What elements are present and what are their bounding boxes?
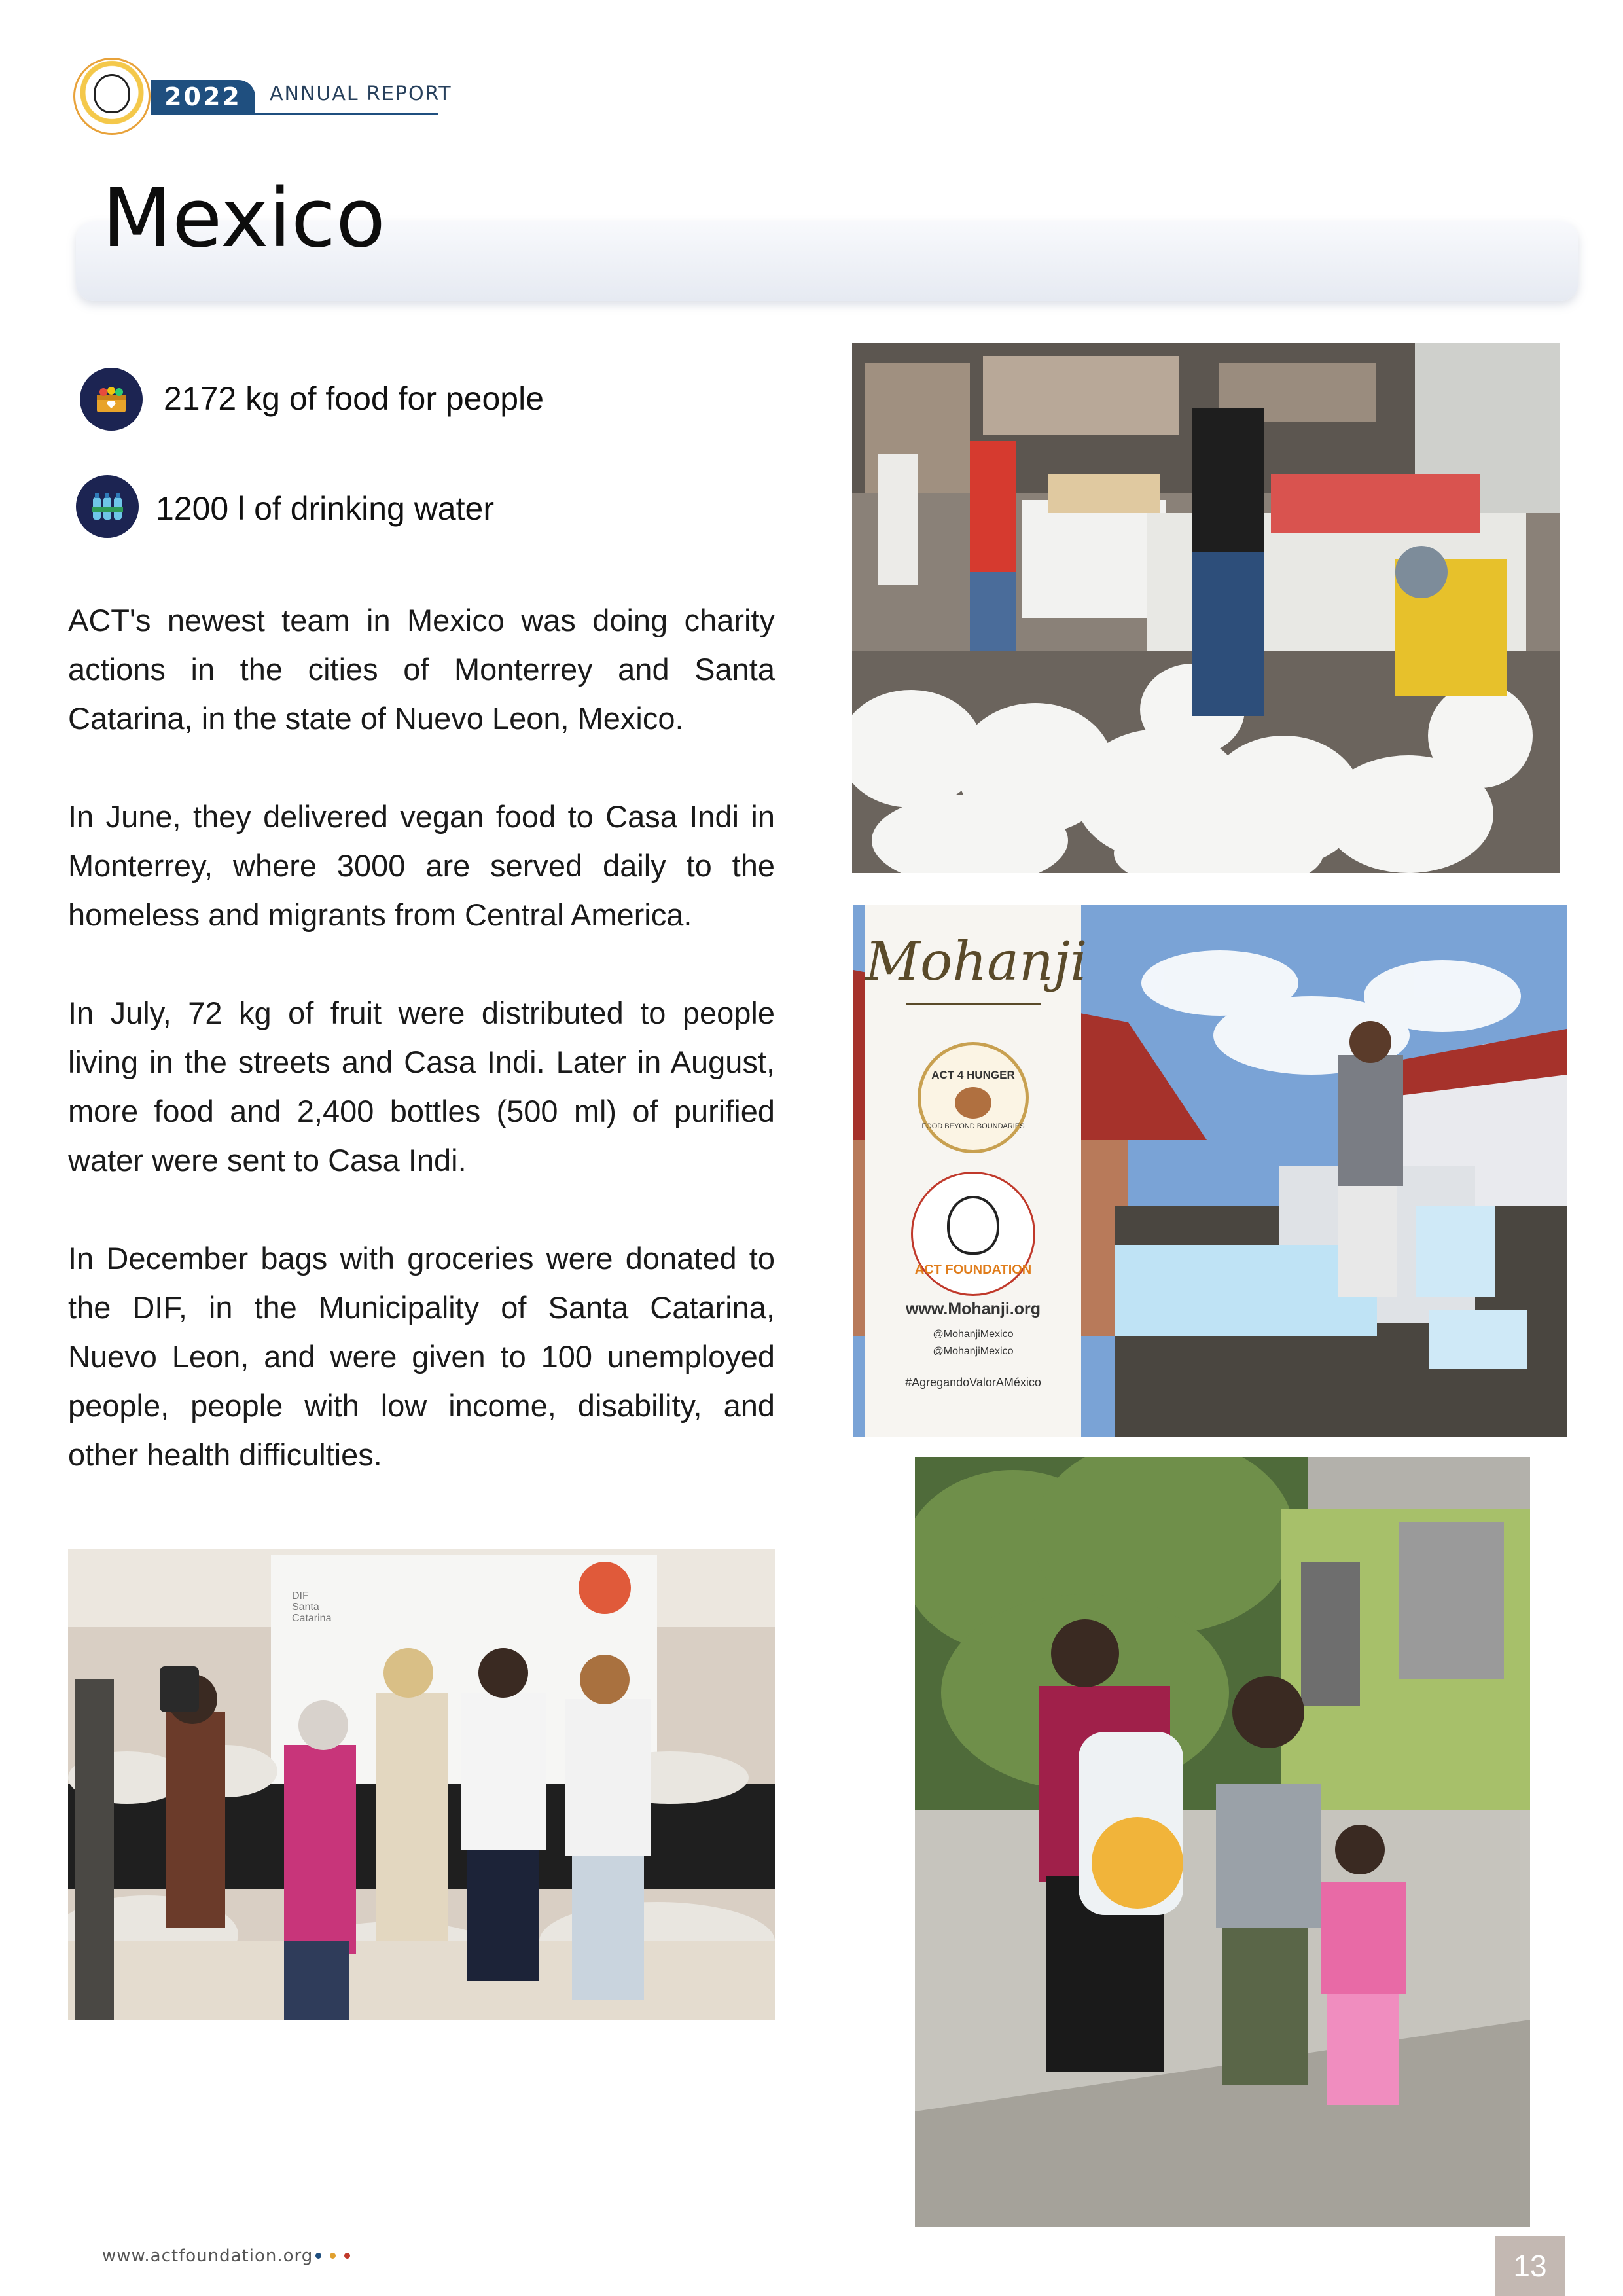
stat-food: 2172 kg of food for people — [164, 380, 544, 417]
paragraph-december: In December bags with groceries were donated to the DIF, in the Municipality of Santa Catarina, Nuevo Leon, and were given to 100 unemployed people, people with low income, disability, and other health difficulties. — [68, 1241, 775, 1472]
seal-bowl-icon — [955, 1087, 991, 1119]
header-divider — [151, 113, 438, 115]
seal-top-text: ACT 4 HUNGER — [931, 1069, 1015, 1081]
photo-family-receiving-food — [915, 1457, 1530, 2227]
stat-water: 1200 l of drinking water — [156, 490, 494, 527]
banner-website: www.Mohanji.org — [905, 1300, 1041, 1318]
footer-dot-orange — [330, 2253, 336, 2259]
banner-instagram: @MohanjiMexico — [933, 1329, 1014, 1340]
paragraph-july-august: In July, 72 kg of fruit were distributed to people living in the streets and Casa Indi. Later in August, more food and 2,400 bottles (500 ml) of purified water were sent to Casa Indi. — [68, 996, 775, 1177]
banner-brand: Mohanji — [865, 931, 1088, 993]
banner-rule — [906, 1003, 1041, 1005]
photo-dif-donation — [68, 1549, 775, 2020]
page-title: Mexico — [102, 171, 385, 266]
seal-bottom-text: FOOD BEYOND BOUNDARIES — [921, 1122, 1025, 1130]
seal-face-icon — [947, 1196, 999, 1255]
dif-sign-line1: DIF — [292, 1590, 309, 1602]
report-year: 2022 — [151, 80, 255, 114]
photo-water-delivery — [853, 905, 1567, 1437]
footer-dot-red — [344, 2253, 350, 2259]
act-foundation-seal — [911, 1172, 1035, 1296]
dif-sign-line3: Catarina — [292, 1613, 332, 1624]
footer-dot-blue — [315, 2253, 321, 2259]
footer-url[interactable]: www.actfoundation.org — [102, 2246, 313, 2266]
paragraph-june: In June, they delivered vegan food to Casa Indi in Monterrey, where 3000 are served daily to the homeless and migrants from Central America. — [68, 799, 775, 932]
banner-hashtag: #AgregandoValorAMéxico — [905, 1376, 1041, 1389]
banner-facebook: @MohanjiMexico — [933, 1346, 1014, 1357]
food-box-icon — [80, 368, 143, 431]
paragraph-intro: ACT's newest team in Mexico was doing charity actions in the cities of Monterrey and Santa Catarina, in the state of Nuevo Leon, Mexico. — [68, 603, 775, 736]
seal-foundation-text: ACT FOUNDATION — [914, 1263, 1032, 1277]
foundation-logo — [73, 58, 151, 135]
dif-sign — [292, 1590, 331, 1624]
page-number: 13 — [1495, 2236, 1565, 2296]
report-label: ANNUAL REPORT — [270, 82, 452, 105]
water-bottles-icon — [76, 475, 139, 538]
photo-warehouse-packing — [852, 343, 1560, 873]
act4hunger-seal — [918, 1042, 1029, 1153]
dif-sign-line2: Santa — [292, 1602, 319, 1613]
logo-face-icon — [94, 74, 130, 113]
